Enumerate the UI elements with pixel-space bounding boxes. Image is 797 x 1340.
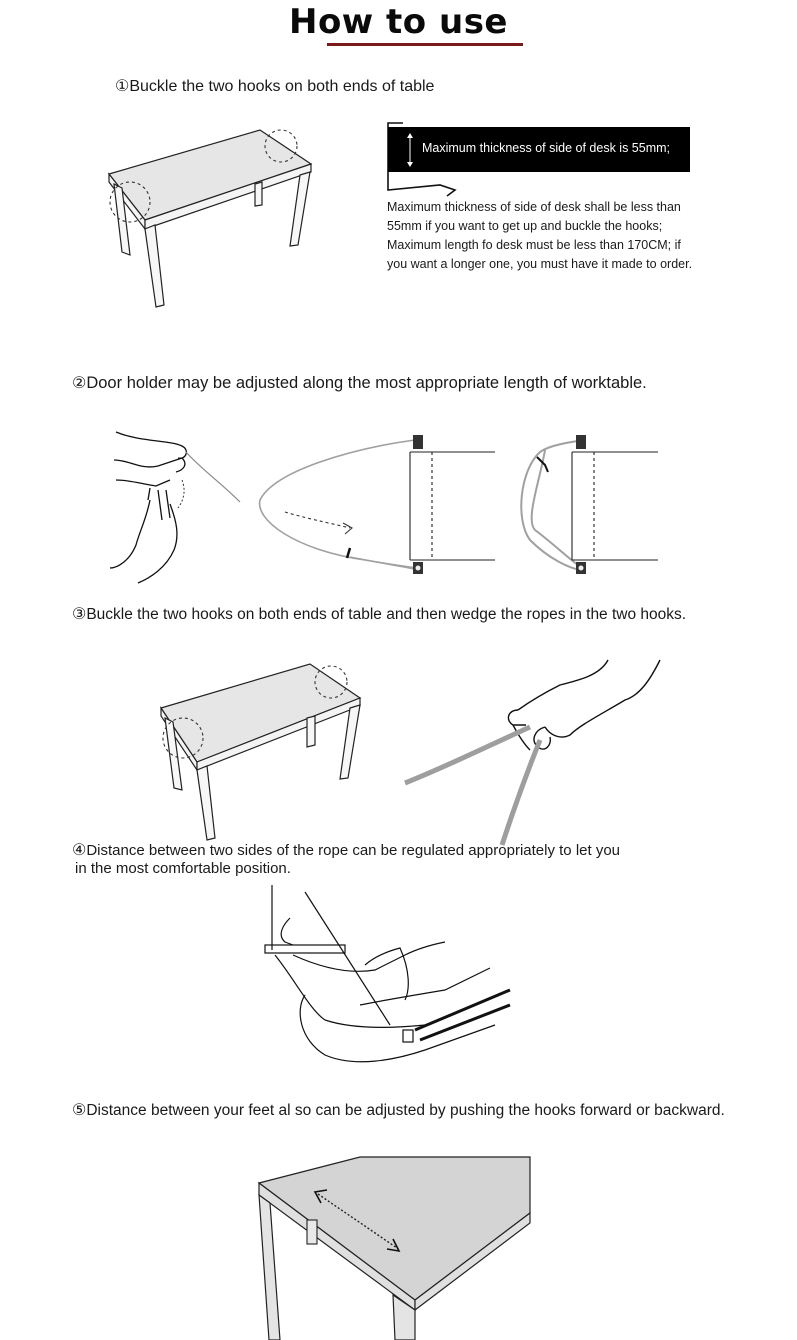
step-5-number: ⑤ xyxy=(72,1102,87,1119)
step-1-number: ① xyxy=(115,78,130,95)
step-3-text: Buckle the two hooks on both ends of table and then wedge the ropes in the two hooks. xyxy=(86,606,687,623)
step-2-text: Door holder may be adjusted along the most appropriate length of worktable. xyxy=(86,374,647,392)
step-4-line-2: in the most comfortable position. xyxy=(75,860,291,877)
step-2 xyxy=(72,374,647,393)
vertical-double-arrow-icon xyxy=(405,133,415,167)
step-2-number: ② xyxy=(72,375,87,392)
table-corner-icon xyxy=(255,1155,535,1340)
step-4-text: Distance between two sides of the rope can be regulated appropriately to let you xyxy=(86,842,621,859)
title-underline xyxy=(327,43,523,46)
step-1 xyxy=(115,78,434,96)
thickness-note-box xyxy=(388,127,690,172)
hands-knot-icon xyxy=(100,420,250,585)
thickness-note-paragraph: Maximum thickness of side of desk shall be less than 55mm if you want to get up and buckle the hooks; Maximum length fo desk must be less than 170CM; if you want a longer one, you must have it made to order. xyxy=(387,200,693,271)
step-1-text: Buckle the two hooks on both ends of table xyxy=(129,78,435,95)
step-4-number: ④ xyxy=(72,842,87,859)
step-3-number: ③ xyxy=(72,606,87,623)
step-5 xyxy=(72,1102,725,1120)
table-icon xyxy=(155,660,365,840)
thickness-note-text: Maximum thickness of side of desk is 55mm; xyxy=(422,141,670,155)
rope-loop-tight-icon xyxy=(510,430,660,580)
step-3 xyxy=(72,606,686,624)
page-title: How to use xyxy=(288,2,508,42)
rope-loop-icon xyxy=(255,430,500,580)
step-4 xyxy=(72,842,620,860)
table-icon xyxy=(100,120,320,320)
hand-rope-icon xyxy=(400,655,660,850)
step-5-text: Distance between your feet al so can be adjusted by pushing the hooks forward or backward. xyxy=(86,1102,725,1119)
feet-hammock-icon xyxy=(255,880,525,1075)
